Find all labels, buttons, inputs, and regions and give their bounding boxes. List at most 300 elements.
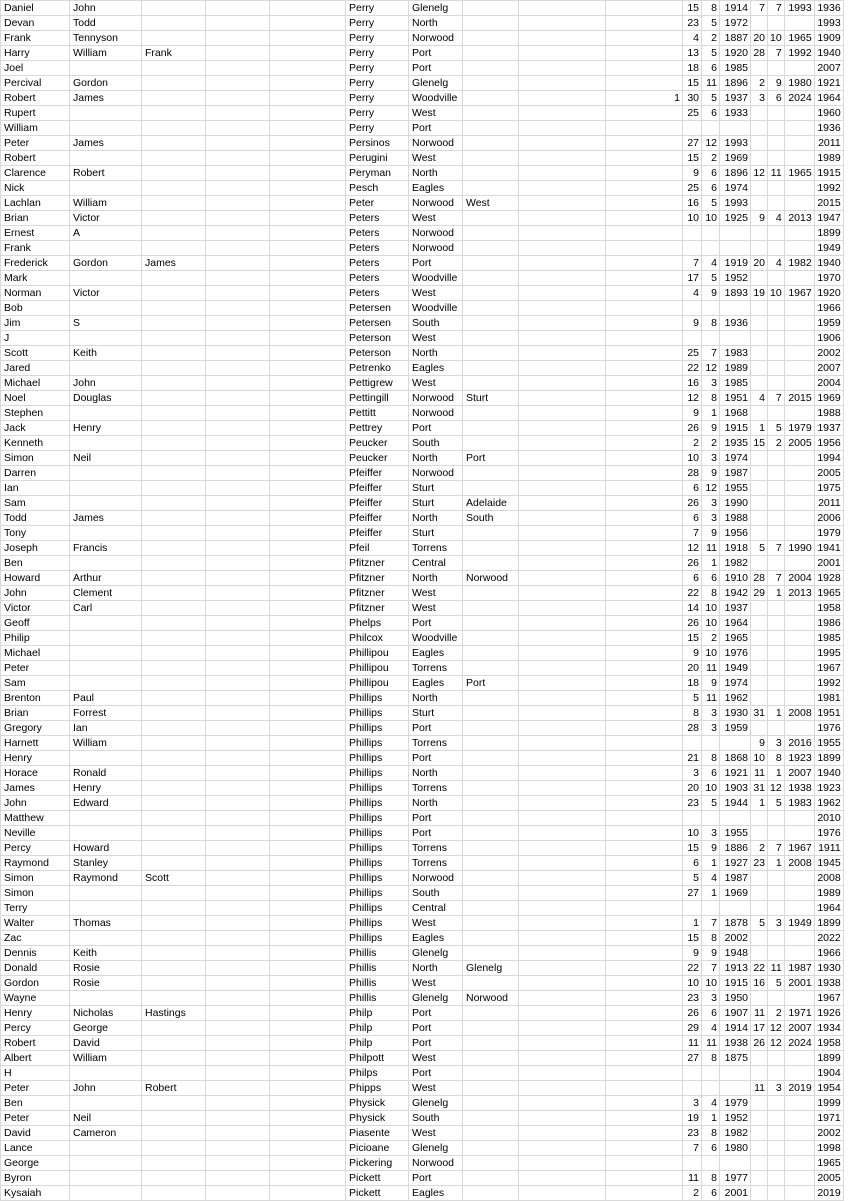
table-cell[interactable]: 8 (702, 316, 720, 331)
table-cell[interactable] (519, 931, 606, 946)
table-cell[interactable]: 6 (702, 106, 720, 121)
table-cell[interactable]: H (1, 1066, 70, 1081)
table-cell[interactable] (270, 166, 346, 181)
table-cell[interactable]: 27 (683, 1051, 702, 1066)
table-cell[interactable]: William (70, 196, 142, 211)
table-cell[interactable] (142, 856, 206, 871)
table-cell[interactable]: Phillips (346, 871, 409, 886)
table-cell[interactable]: Devan (1, 16, 70, 31)
table-cell[interactable] (70, 826, 142, 841)
table-cell[interactable]: Clement (70, 586, 142, 601)
table-cell[interactable] (606, 31, 683, 46)
table-cell[interactable]: William (70, 1051, 142, 1066)
table-cell[interactable] (142, 571, 206, 586)
table-cell[interactable]: 1918 (720, 541, 751, 556)
table-cell[interactable] (784, 946, 814, 961)
table-cell[interactable] (463, 121, 519, 136)
table-cell[interactable] (206, 901, 270, 916)
table-cell[interactable] (463, 616, 519, 631)
table-cell[interactable]: 3 (702, 826, 720, 841)
table-cell[interactable]: 1983 (720, 346, 751, 361)
table-cell[interactable]: Perry (346, 76, 409, 91)
table-cell[interactable]: 6 (702, 766, 720, 781)
table-cell[interactable] (606, 811, 683, 826)
table-cell[interactable]: 11 (702, 1036, 720, 1051)
table-cell[interactable] (70, 526, 142, 541)
table-cell[interactable]: 1 (768, 706, 785, 721)
table-cell[interactable]: 2005 (814, 466, 843, 481)
table-cell[interactable] (463, 751, 519, 766)
table-cell[interactable] (606, 706, 683, 721)
table-cell[interactable] (519, 1171, 606, 1186)
table-cell[interactable]: Glenelg (409, 76, 463, 91)
table-cell[interactable]: Port (409, 811, 463, 826)
table-cell[interactable]: Petersen (346, 316, 409, 331)
table-cell[interactable]: 3 (702, 706, 720, 721)
table-cell[interactable]: 4 (751, 391, 768, 406)
table-cell[interactable]: Nicholas (70, 1006, 142, 1021)
table-cell[interactable]: Phillips (346, 796, 409, 811)
table-cell[interactable]: 1940 (814, 46, 843, 61)
table-cell[interactable]: 31 (751, 706, 768, 721)
table-cell[interactable] (519, 271, 606, 286)
table-cell[interactable]: Philp (346, 1036, 409, 1051)
table-cell[interactable] (784, 1126, 814, 1141)
table-cell[interactable]: West (409, 976, 463, 991)
table-cell[interactable]: Port (409, 1171, 463, 1186)
table-cell[interactable] (463, 466, 519, 481)
table-cell[interactable]: 1993 (720, 136, 751, 151)
table-cell[interactable] (702, 241, 720, 256)
table-cell[interactable] (784, 1066, 814, 1081)
table-cell[interactable] (768, 601, 785, 616)
table-cell[interactable] (206, 106, 270, 121)
table-cell[interactable]: 1 (702, 556, 720, 571)
table-cell[interactable]: 8 (768, 751, 785, 766)
table-cell[interactable]: Scott (142, 871, 206, 886)
table-cell[interactable]: 2007 (784, 766, 814, 781)
table-cell[interactable]: Torrens (409, 841, 463, 856)
table-cell[interactable]: 1925 (720, 211, 751, 226)
table-cell[interactable]: 17 (683, 271, 702, 286)
table-cell[interactable]: 1896 (720, 166, 751, 181)
table-cell[interactable]: 3 (702, 511, 720, 526)
table-cell[interactable] (206, 631, 270, 646)
table-cell[interactable]: 1 (702, 406, 720, 421)
table-cell[interactable]: 1 (768, 766, 785, 781)
table-cell[interactable]: Tony (1, 526, 70, 541)
table-cell[interactable] (784, 1096, 814, 1111)
table-cell[interactable]: 1968 (720, 406, 751, 421)
table-cell[interactable]: 1967 (784, 286, 814, 301)
table-cell[interactable] (751, 331, 768, 346)
table-cell[interactable] (784, 886, 814, 901)
table-cell[interactable] (784, 556, 814, 571)
table-cell[interactable] (519, 1, 606, 16)
table-cell[interactable]: 1955 (720, 826, 751, 841)
table-cell[interactable] (142, 496, 206, 511)
table-cell[interactable]: 1999 (814, 1096, 843, 1111)
table-cell[interactable] (606, 361, 683, 376)
table-cell[interactable]: Stephen (1, 406, 70, 421)
table-cell[interactable]: Horace (1, 766, 70, 781)
table-cell[interactable]: 5 (683, 691, 702, 706)
table-cell[interactable] (206, 136, 270, 151)
table-cell[interactable]: 1940 (814, 766, 843, 781)
table-cell[interactable] (463, 781, 519, 796)
table-cell[interactable]: 1971 (814, 1111, 843, 1126)
table-cell[interactable] (463, 376, 519, 391)
table-cell[interactable] (142, 1051, 206, 1066)
table-cell[interactable] (463, 406, 519, 421)
table-cell[interactable] (784, 1141, 814, 1156)
table-cell[interactable] (463, 331, 519, 346)
table-cell[interactable]: 10 (751, 751, 768, 766)
table-cell[interactable]: 7 (768, 391, 785, 406)
table-cell[interactable] (270, 226, 346, 241)
table-cell[interactable] (270, 1036, 346, 1051)
table-cell[interactable] (206, 376, 270, 391)
table-cell[interactable]: Central (409, 901, 463, 916)
table-cell[interactable]: Harry (1, 46, 70, 61)
table-cell[interactable] (270, 271, 346, 286)
table-cell[interactable]: South (409, 886, 463, 901)
table-cell[interactable]: James (142, 256, 206, 271)
table-cell[interactable] (606, 886, 683, 901)
table-cell[interactable]: 10 (683, 451, 702, 466)
table-cell[interactable]: Robert (142, 1081, 206, 1096)
table-cell[interactable] (519, 961, 606, 976)
table-cell[interactable]: 1958 (814, 1036, 843, 1051)
table-cell[interactable] (70, 361, 142, 376)
table-cell[interactable] (206, 1, 270, 16)
table-cell[interactable]: 2005 (814, 1171, 843, 1186)
table-cell[interactable] (768, 1156, 785, 1171)
table-cell[interactable] (519, 691, 606, 706)
table-cell[interactable]: 12 (768, 781, 785, 796)
table-cell[interactable] (142, 61, 206, 76)
table-cell[interactable] (519, 331, 606, 346)
table-cell[interactable]: Darren (1, 466, 70, 481)
table-cell[interactable]: Gordon (1, 976, 70, 991)
table-cell[interactable]: Peters (346, 211, 409, 226)
table-cell[interactable]: 1962 (814, 796, 843, 811)
table-cell[interactable] (768, 361, 785, 376)
table-cell[interactable] (206, 976, 270, 991)
table-cell[interactable] (606, 496, 683, 511)
table-cell[interactable]: 5 (768, 421, 785, 436)
table-cell[interactable] (206, 1186, 270, 1201)
table-cell[interactable] (206, 391, 270, 406)
table-cell[interactable] (206, 1141, 270, 1156)
table-cell[interactable]: South (409, 436, 463, 451)
table-cell[interactable]: 3 (683, 1096, 702, 1111)
table-cell[interactable]: 28 (683, 466, 702, 481)
table-cell[interactable]: 2006 (814, 511, 843, 526)
table-cell[interactable] (463, 361, 519, 376)
table-cell[interactable]: Physick (346, 1111, 409, 1126)
table-cell[interactable]: Todd (1, 511, 70, 526)
table-cell[interactable]: Port (409, 421, 463, 436)
table-cell[interactable] (270, 31, 346, 46)
table-cell[interactable]: Phillis (346, 946, 409, 961)
table-cell[interactable]: 6 (702, 61, 720, 76)
table-cell[interactable] (720, 901, 751, 916)
table-cell[interactable] (519, 451, 606, 466)
table-cell[interactable] (751, 886, 768, 901)
table-cell[interactable] (519, 76, 606, 91)
table-cell[interactable]: 1965 (784, 166, 814, 181)
table-cell[interactable] (751, 241, 768, 256)
table-cell[interactable]: Albert (1, 1051, 70, 1066)
table-cell[interactable]: 5 (768, 796, 785, 811)
table-cell[interactable] (606, 916, 683, 931)
table-cell[interactable]: 1936 (814, 1, 843, 16)
table-cell[interactable] (606, 616, 683, 631)
table-cell[interactable] (519, 916, 606, 931)
table-cell[interactable]: 2 (702, 436, 720, 451)
table-cell[interactable] (768, 301, 785, 316)
table-cell[interactable] (270, 121, 346, 136)
table-cell[interactable] (463, 976, 519, 991)
table-cell[interactable] (702, 736, 720, 751)
table-cell[interactable]: 1914 (720, 1, 751, 16)
table-cell[interactable]: 10 (702, 781, 720, 796)
table-cell[interactable]: North (409, 796, 463, 811)
table-cell[interactable] (463, 256, 519, 271)
table-cell[interactable]: 1878 (720, 916, 751, 931)
table-cell[interactable]: 26 (751, 1036, 768, 1051)
table-cell[interactable]: 12 (751, 166, 768, 181)
table-cell[interactable] (463, 706, 519, 721)
table-cell[interactable] (206, 796, 270, 811)
table-cell[interactable] (270, 421, 346, 436)
table-cell[interactable]: 2 (702, 151, 720, 166)
table-cell[interactable]: 2024 (784, 1036, 814, 1051)
table-cell[interactable]: Phillips (346, 931, 409, 946)
table-cell[interactable]: 11 (683, 1036, 702, 1051)
table-cell[interactable] (751, 1156, 768, 1171)
table-cell[interactable] (768, 871, 785, 886)
table-cell[interactable]: Pfitzner (346, 586, 409, 601)
table-cell[interactable] (206, 1036, 270, 1051)
table-cell[interactable]: 9 (702, 676, 720, 691)
table-cell[interactable]: James (70, 136, 142, 151)
table-cell[interactable]: Sturt (463, 391, 519, 406)
table-cell[interactable] (463, 916, 519, 931)
table-cell[interactable] (270, 151, 346, 166)
table-cell[interactable]: 10 (768, 286, 785, 301)
table-cell[interactable]: 9 (683, 316, 702, 331)
table-cell[interactable] (270, 91, 346, 106)
table-cell[interactable] (784, 136, 814, 151)
table-cell[interactable] (519, 241, 606, 256)
table-cell[interactable]: 9 (683, 406, 702, 421)
table-cell[interactable]: 1952 (720, 271, 751, 286)
table-cell[interactable] (270, 511, 346, 526)
table-cell[interactable]: 1965 (784, 31, 814, 46)
table-cell[interactable]: Ronald (70, 766, 142, 781)
table-cell[interactable] (206, 1126, 270, 1141)
table-cell[interactable]: 1930 (814, 961, 843, 976)
table-cell[interactable]: 5 (702, 796, 720, 811)
table-cell[interactable]: 3 (702, 376, 720, 391)
table-cell[interactable]: 2013 (784, 586, 814, 601)
table-cell[interactable] (784, 121, 814, 136)
table-cell[interactable] (270, 196, 346, 211)
table-cell[interactable]: Sturt (409, 526, 463, 541)
table-cell[interactable]: Peter (1, 136, 70, 151)
table-cell[interactable] (463, 646, 519, 661)
table-cell[interactable]: Francis (70, 541, 142, 556)
table-cell[interactable]: 10 (702, 211, 720, 226)
table-cell[interactable] (206, 46, 270, 61)
table-cell[interactable]: Picioane (346, 1141, 409, 1156)
table-cell[interactable] (463, 736, 519, 751)
table-cell[interactable]: West (409, 151, 463, 166)
table-cell[interactable] (606, 856, 683, 871)
table-cell[interactable] (270, 256, 346, 271)
table-cell[interactable] (768, 616, 785, 631)
table-cell[interactable] (519, 616, 606, 631)
table-cell[interactable]: 1927 (720, 856, 751, 871)
table-cell[interactable] (519, 61, 606, 76)
table-cell[interactable] (270, 556, 346, 571)
table-cell[interactable]: Edward (70, 796, 142, 811)
table-cell[interactable]: Frederick (1, 256, 70, 271)
table-cell[interactable]: 9 (768, 76, 785, 91)
table-cell[interactable]: 21 (683, 751, 702, 766)
table-cell[interactable] (784, 811, 814, 826)
table-cell[interactable]: Norman (1, 286, 70, 301)
table-cell[interactable] (519, 1126, 606, 1141)
table-cell[interactable]: 11 (702, 541, 720, 556)
table-cell[interactable] (142, 796, 206, 811)
table-cell[interactable] (768, 271, 785, 286)
table-cell[interactable] (606, 76, 683, 91)
table-cell[interactable] (463, 811, 519, 826)
table-cell[interactable]: West (409, 211, 463, 226)
table-cell[interactable]: 1949 (784, 916, 814, 931)
table-cell[interactable]: Simon (1, 451, 70, 466)
table-cell[interactable]: Sam (1, 676, 70, 691)
table-cell[interactable]: Peucker (346, 451, 409, 466)
table-cell[interactable] (270, 841, 346, 856)
table-cell[interactable]: 8 (702, 1171, 720, 1186)
table-cell[interactable] (606, 1126, 683, 1141)
table-cell[interactable] (751, 661, 768, 676)
table-cell[interactable] (606, 451, 683, 466)
table-cell[interactable] (206, 241, 270, 256)
table-cell[interactable] (463, 541, 519, 556)
table-cell[interactable]: Rosie (70, 961, 142, 976)
table-cell[interactable]: 1965 (814, 586, 843, 601)
table-cell[interactable] (606, 871, 683, 886)
table-cell[interactable] (270, 1081, 346, 1096)
table-cell[interactable] (751, 811, 768, 826)
table-cell[interactable]: David (1, 1126, 70, 1141)
table-cell[interactable]: 1947 (814, 211, 843, 226)
table-cell[interactable] (142, 766, 206, 781)
table-cell[interactable]: Gregory (1, 721, 70, 736)
table-cell[interactable] (784, 316, 814, 331)
table-cell[interactable]: 1875 (720, 1051, 751, 1066)
table-cell[interactable]: 2010 (814, 811, 843, 826)
table-cell[interactable] (70, 301, 142, 316)
table-cell[interactable] (70, 901, 142, 916)
table-cell[interactable] (751, 361, 768, 376)
table-cell[interactable] (751, 61, 768, 76)
table-cell[interactable] (270, 376, 346, 391)
table-cell[interactable] (768, 661, 785, 676)
table-cell[interactable] (70, 1066, 142, 1081)
table-cell[interactable] (270, 46, 346, 61)
table-cell[interactable] (768, 481, 785, 496)
table-cell[interactable] (519, 751, 606, 766)
table-cell[interactable]: 1949 (720, 661, 751, 676)
table-cell[interactable] (784, 61, 814, 76)
table-cell[interactable]: 1906 (814, 331, 843, 346)
table-cell[interactable]: North (409, 346, 463, 361)
table-cell[interactable]: Norwood (463, 991, 519, 1006)
table-cell[interactable] (751, 646, 768, 661)
table-cell[interactable] (206, 451, 270, 466)
table-cell[interactable] (270, 946, 346, 961)
table-cell[interactable] (142, 646, 206, 661)
table-cell[interactable]: 19 (683, 1111, 702, 1126)
table-cell[interactable]: Eagles (409, 361, 463, 376)
table-cell[interactable] (784, 361, 814, 376)
table-cell[interactable] (70, 331, 142, 346)
table-cell[interactable]: 20 (751, 31, 768, 46)
table-cell[interactable] (142, 421, 206, 436)
table-cell[interactable] (683, 1156, 702, 1171)
table-cell[interactable]: 6 (683, 511, 702, 526)
table-cell[interactable]: 9 (751, 211, 768, 226)
table-cell[interactable] (142, 1126, 206, 1141)
table-cell[interactable] (270, 1051, 346, 1066)
table-cell[interactable] (683, 331, 702, 346)
table-cell[interactable]: J (1, 331, 70, 346)
table-cell[interactable] (270, 301, 346, 316)
table-cell[interactable] (463, 946, 519, 961)
table-cell[interactable] (519, 1111, 606, 1126)
table-cell[interactable]: Petersen (346, 301, 409, 316)
table-cell[interactable] (519, 811, 606, 826)
table-cell[interactable] (606, 1096, 683, 1111)
table-cell[interactable]: Phillis (346, 976, 409, 991)
table-cell[interactable] (206, 271, 270, 286)
table-cell[interactable] (606, 256, 683, 271)
table-cell[interactable] (751, 16, 768, 31)
table-cell[interactable]: Port (409, 826, 463, 841)
table-cell[interactable] (142, 1066, 206, 1081)
table-cell[interactable]: 10 (702, 601, 720, 616)
table-cell[interactable] (606, 181, 683, 196)
table-cell[interactable] (606, 106, 683, 121)
table-cell[interactable] (606, 1, 683, 16)
table-cell[interactable] (206, 256, 270, 271)
table-cell[interactable] (784, 1051, 814, 1066)
table-cell[interactable] (606, 766, 683, 781)
table-cell[interactable]: 1949 (814, 241, 843, 256)
table-cell[interactable]: George (1, 1156, 70, 1171)
table-cell[interactable]: Norwood (409, 406, 463, 421)
table-cell[interactable] (606, 781, 683, 796)
table-cell[interactable] (519, 976, 606, 991)
table-cell[interactable]: 1899 (814, 226, 843, 241)
table-cell[interactable] (751, 556, 768, 571)
